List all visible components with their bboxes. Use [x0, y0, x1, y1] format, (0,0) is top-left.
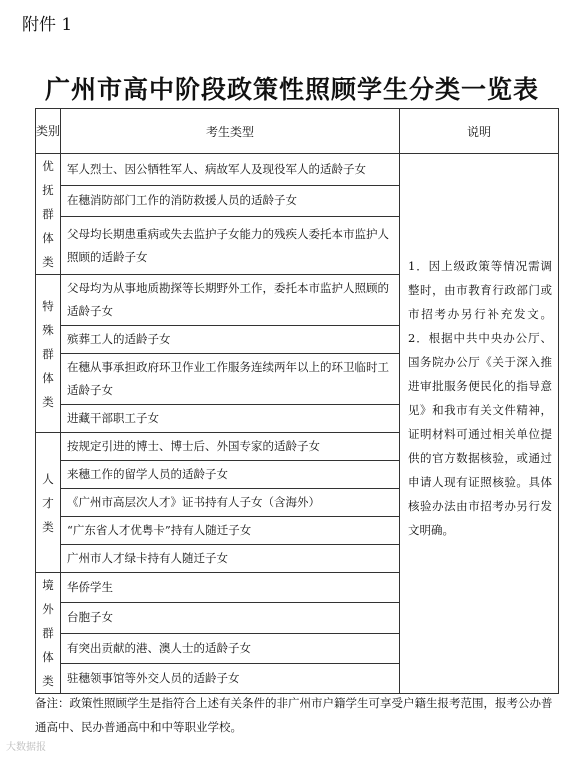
- notes-cell: 1．因上级政策等情况需调整时，由市教育行政部门或市招考办另行补充发文。 2．根据中共中央办公厅、国务院办公厅《关于深入推进审批服务便民化的指导意见》和我市有关文件精神，证明材料可通过相关单位提供的官方数据核验，或通过申请人现有证照核验。具体核验办法由市招考办另行发文明确。: [400, 154, 559, 694]
- header-type: 考生类型: [61, 109, 400, 154]
- type-cell: “广东省人才优粤卡”持有人随迁子女: [61, 517, 400, 545]
- footnote: 备注：政策性照顾学生是指符合上述有关条件的非广州市户籍学生可享受户籍生报考范围，报考公办普通高中、民办普通高中和中等职业学校。: [35, 696, 553, 734]
- type-cell: 按规定引进的博士、博士后、外国专家的适龄子女: [61, 433, 400, 461]
- category-cell: 优 抚 群 体 类: [36, 154, 61, 275]
- table-row: [36, 154, 559, 186]
- type-cell: 在穗从事承担政府环卫作业工作服务连续两年以上的环卫临时工适龄子女: [61, 354, 400, 405]
- type-cell: 驻穗领事馆等外交人员的适龄子女: [61, 663, 400, 693]
- watermark: 大数据报: [6, 742, 46, 753]
- category-cell: 人 才 类: [36, 433, 61, 573]
- type-cell: 《广州市高层次人才》证书持有人子女（含海外）: [61, 489, 400, 517]
- category-table: [35, 108, 559, 694]
- type-cell: 父母均长期患重病或失去监护子女能力的残疾人委托本市监护人照顾的适龄子女: [61, 217, 400, 275]
- type-cell: 台胞子女: [61, 603, 400, 633]
- document-title: 广州市高中阶段政策性照顾学生分类一览表: [44, 75, 539, 104]
- type-cell: 有突出贡献的港、澳人士的适龄子女: [61, 633, 400, 663]
- category-cell: 境 外 群 体 类: [36, 573, 61, 694]
- attachment-label: 附件 1: [22, 15, 73, 35]
- type-cell: 华侨学生: [61, 573, 400, 603]
- header-notes: 说明: [400, 109, 559, 154]
- type-cell: 进藏干部职工子女: [61, 405, 400, 433]
- header-category: 类别: [36, 109, 61, 154]
- type-cell: 广州市人才绿卡持有人随迁子女: [61, 545, 400, 573]
- type-cell: 殡葬工人的适龄子女: [61, 326, 400, 354]
- type-cell: 在穗消防部门工作的消防救援人员的适龄子女: [61, 185, 400, 217]
- type-cell: 来穗工作的留学人员的适龄子女: [61, 461, 400, 489]
- type-cell: 父母均为从事地质勘探等长期野外工作，委托本市监护人照顾的适龄子女: [61, 275, 400, 326]
- type-cell: 军人烈士、因公牺牲军人、病故军人及现役军人的适龄子女: [61, 154, 400, 186]
- category-cell: 特 殊 群 体 类: [36, 275, 61, 433]
